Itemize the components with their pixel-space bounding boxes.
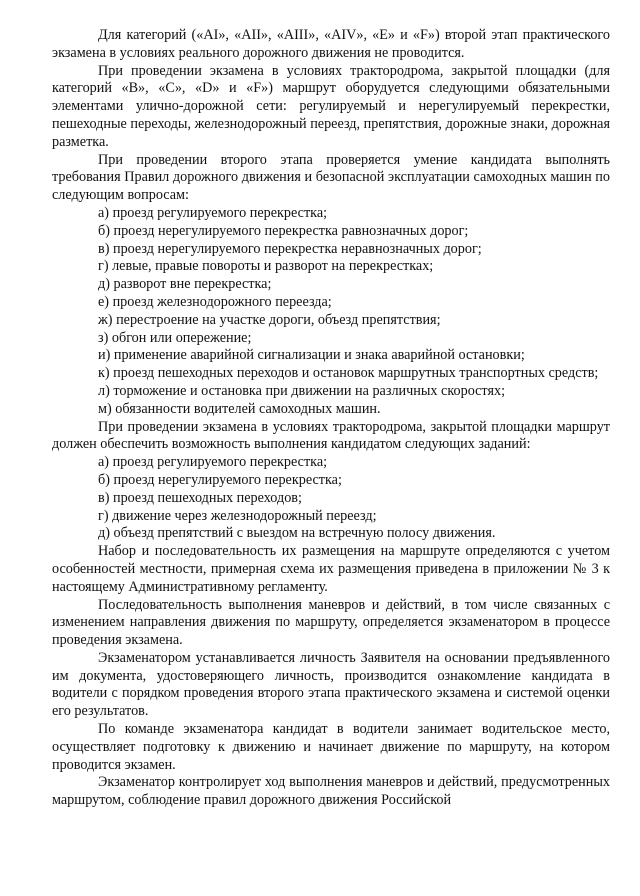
list-item: ж) перестроение на участке дороги, объезд препятствия; <box>98 311 441 328</box>
paragraph: При проведении экзамена в условиях трактородрома, закрытой площадки маршрут должен обеспечить возможность выполнения кандидатом следующих заданий: <box>52 418 610 453</box>
list-item: а) проезд регулируемого перекрестка; <box>98 204 328 221</box>
list-item: з) обгон или опережение; <box>98 329 252 346</box>
list-item: г) движение через железнодорожный переезд; <box>98 507 377 524</box>
list-item: л) торможение и остановка при движении на различных скоростях; <box>98 382 506 399</box>
paragraph: При проведении второго этапа проверяется умение кандидата выполнять требования Правил дорожного движения и безопасной эксплуатации самоходных машин по следующим вопросам: <box>52 151 610 204</box>
list-item: д) разворот вне перекрестка; <box>98 276 272 293</box>
list-item: к) проезд пешеходных переходов и остановок маршрутных транспортных средств; <box>98 365 599 382</box>
paragraph: Последовательность выполнения маневров и действий, в том числе связанных с изменением направления движения по маршруту, определяется экзаменатором в процессе проведения экзамена. <box>52 596 610 649</box>
list-item: м) обязанности водителей самоходных машин. <box>98 400 381 417</box>
paragraph: Экзаменатором устанавливается личность Заявителя на основании предъявленного им документа, удостоверяющего личность, производится ознакомление кандидата в водители с порядком проведения второго этапа практического экзамена и системой оценки его результатов. <box>52 649 610 720</box>
list-item: г) левые, правые повороты и разворот на перекрестках; <box>98 258 434 275</box>
paragraph: Экзаменатор контролирует ход выполнения маневров и действий, предусмотренных маршрутом, соблюдение правил дорожного движения Российской <box>52 774 610 809</box>
paragraph: Набор и последовательность их размещения на маршруте определяются с учетом особенностей местности, примерная схема их размещения приведена в приложении № 3 к настоящему Административному регламенту. <box>52 543 610 595</box>
document-page <box>52 27 610 810</box>
paragraph: При проведении экзамена в условиях трактородрома, закрытой площадки (для категорий «B», «C», «D» и «F») маршрут оборудуется следующими обязательными элементами улично-дорожной сети: регулируемый и нерегулируемый перекрестки, пешеходные переходы, железнодорожный переезд, препятствия, дорожные знаки, дорожная разметка. <box>52 62 610 150</box>
list-item: а) проезд регулируемого перекрестка; <box>98 454 328 471</box>
paragraph: По команде экзаменатора кандидат в водители занимает водительское место, осуществляет подготовку к движению и начинает движение по маршруту, на котором проводится экзамен. <box>52 721 610 773</box>
list-item: б) проезд нерегулируемого перекрестка; <box>98 471 342 488</box>
list-item: е) проезд железнодорожного переезда; <box>98 293 332 310</box>
paragraph: Для категорий («AI», «AII», «AIII», «AIV», «E» и «F») второй этап практического экзамена в условиях реального дорожного движения не проводится. <box>52 27 610 61</box>
list-item: б) проезд нерегулируемого перекрестка равнозначных дорог; <box>98 222 469 239</box>
list-item: в) проезд нерегулируемого перекрестка неравнозначных дорог; <box>98 240 482 257</box>
list-item: в) проезд пешеходных переходов; <box>98 489 302 506</box>
list-item: и) применение аварийной сигнализации и знака аварийной остановки; <box>98 347 525 364</box>
list-item: д) объезд препятствий с выездом на встречную полосу движения. <box>98 525 496 542</box>
